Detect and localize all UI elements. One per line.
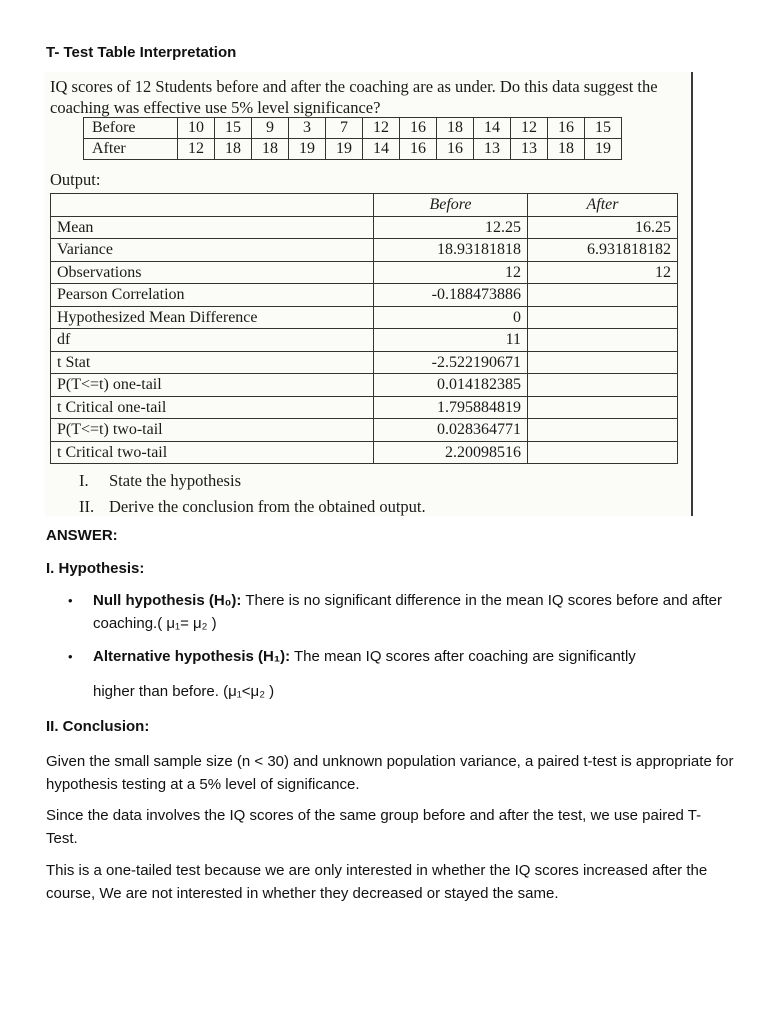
task-list (79, 468, 426, 516)
task-item (79, 494, 426, 516)
iq-score-cell: 18 (252, 139, 289, 160)
iq-score-cell: 12 (511, 118, 548, 139)
iq-score-cell: 19 (289, 139, 326, 160)
stat-name-cell: P(T<=t) one-tail (51, 374, 374, 397)
page-title: T- Test Table Interpretation (46, 44, 237, 61)
scanned-question-image (45, 72, 693, 516)
stat-name-cell: Pearson Correlation (51, 284, 374, 307)
iq-row-before (84, 118, 622, 139)
stat-name-cell: t Critical one-tail (51, 396, 374, 419)
iq-row-after (84, 139, 622, 160)
stat-before-cell: -2.522190671 (374, 351, 528, 374)
stat-after-cell: 6.931818182 (528, 239, 678, 262)
stat-after-cell (528, 419, 678, 442)
iq-score-cell: 9 (252, 118, 289, 139)
iq-score-cell: 18 (437, 118, 474, 139)
stats-row (51, 216, 678, 239)
stats-row (51, 261, 678, 284)
answer-heading: ANSWER: (46, 527, 118, 544)
stat-name-cell: Observations (51, 261, 374, 284)
conclusion-paragraph-2: Since the data involves the IQ scores of the same group before and after the test, we use paired T- Test. (46, 807, 702, 847)
question-text: IQ scores of 12 Students before and after the coaching are as under. Do this data suggest the coaching was effective use 5% level significance? (50, 77, 658, 117)
iq-score-cell: 10 (178, 118, 215, 139)
stats-row (51, 374, 678, 397)
stat-name-cell: Variance (51, 239, 374, 262)
stats-row (51, 441, 678, 464)
stat-before-cell: 0 (374, 306, 528, 329)
iq-score-cell: 7 (326, 118, 363, 139)
stat-before-cell: 11 (374, 329, 528, 352)
stats-row (51, 306, 678, 329)
stat-before-cell: 2.20098516 (374, 441, 528, 464)
stat-after-cell (528, 374, 678, 397)
stats-row (51, 284, 678, 307)
iq-score-cell: 13 (511, 139, 548, 160)
output-label: Output: (50, 170, 101, 189)
stats-header-after: After (528, 194, 678, 217)
stat-name-cell: t Stat (51, 351, 374, 374)
stat-after-cell (528, 284, 678, 307)
iq-score-cell: 12 (363, 118, 400, 139)
iq-score-cell: 13 (474, 139, 511, 160)
stats-row (51, 329, 678, 352)
stat-before-cell: -0.188473886 (374, 284, 528, 307)
iq-score-cell: 15 (585, 118, 622, 139)
stat-name-cell: df (51, 329, 374, 352)
stat-after-cell (528, 396, 678, 419)
stats-row (51, 239, 678, 262)
stats-row (51, 396, 678, 419)
ttest-output-table (50, 193, 678, 464)
task-text: Derive the conclusion from the obtained output. (109, 497, 426, 516)
iq-score-cell: 12 (178, 139, 215, 160)
iq-score-cell: 16 (437, 139, 474, 160)
stat-after-cell (528, 306, 678, 329)
stats-row (51, 351, 678, 374)
stat-name-cell: Mean (51, 216, 374, 239)
stat-name-cell: Hypothesized Mean Difference (51, 306, 374, 329)
null-hypothesis-label: Null hypothesis (H₀): (93, 592, 242, 609)
stats-header-before: Before (374, 194, 528, 217)
conclusion-heading: II. Conclusion: (46, 718, 150, 735)
stats-header-blank (51, 194, 374, 217)
stat-before-cell: 18.93181818 (374, 239, 528, 262)
stat-after-cell: 16.25 (528, 216, 678, 239)
stats-row (51, 419, 678, 442)
iq-score-cell: 16 (400, 118, 437, 139)
stat-name-cell: P(T<=t) two-tail (51, 419, 374, 442)
task-number: I. (79, 471, 89, 490)
iq-score-cell: 16 (400, 139, 437, 160)
hypothesis-heading: I. Hypothesis: (46, 560, 145, 577)
stat-before-cell: 12 (374, 261, 528, 284)
alternative-hypothesis-label: Alternative hypothesis (H₁): (93, 648, 291, 665)
stat-before-cell: 1.795884819 (374, 396, 528, 419)
iq-scores-table (83, 117, 622, 160)
iq-score-cell: 19 (585, 139, 622, 160)
iq-score-cell: 15 (215, 118, 252, 139)
stat-after-cell (528, 441, 678, 464)
null-hypothesis-item (46, 589, 736, 635)
stat-before-cell: 0.014182385 (374, 374, 528, 397)
task-text: State the hypothesis (109, 471, 241, 490)
iq-row-label: After (84, 139, 178, 160)
iq-row-label: Before (84, 118, 178, 139)
stats-header-row (51, 194, 678, 217)
iq-score-cell: 18 (215, 139, 252, 160)
task-number: II. (79, 497, 95, 516)
stat-after-cell (528, 329, 678, 352)
stat-name-cell: t Critical two-tail (51, 441, 374, 464)
iq-score-cell: 14 (474, 118, 511, 139)
iq-score-cell: 14 (363, 139, 400, 160)
alternative-hypothesis-text: The mean IQ scores after coaching are significantly (290, 648, 636, 665)
task-item (79, 468, 426, 494)
hypothesis-list (46, 589, 736, 703)
stat-before-cell: 0.028364771 (374, 419, 528, 442)
iq-score-cell: 19 (326, 139, 363, 160)
iq-score-cell: 3 (289, 118, 326, 139)
iq-score-cell: 18 (548, 139, 585, 160)
stat-after-cell (528, 351, 678, 374)
alternative-hypothesis-text-cont: higher than before. (μ₁<μ₂ ) (93, 683, 275, 700)
alternative-hypothesis-item (46, 645, 736, 703)
conclusion-paragraph-1: Given the small sample size (n < 30) and unknown population variance, a paired t-test is appropriate for hypothesis testing at a 5% level of significance. (46, 753, 734, 793)
conclusion-paragraph-3: This is a one-tailed test because we are only interested in whether the IQ scores increased after the course, We are not interested in whether they decreased or stayed the same. (46, 862, 708, 902)
stat-after-cell: 12 (528, 261, 678, 284)
null-hypothesis-text: There is no significant difference in the mean IQ scores before and after coaching.( μ₁= μ₂ ) (93, 592, 722, 632)
stat-before-cell: 12.25 (374, 216, 528, 239)
iq-score-cell: 16 (548, 118, 585, 139)
